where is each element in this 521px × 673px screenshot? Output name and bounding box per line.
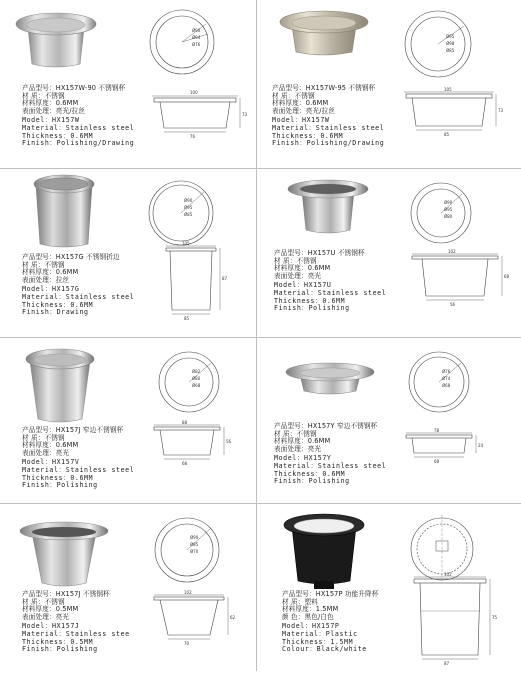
finish-en: Finish：Polishing/Drawing (272, 139, 385, 148)
model-title: 产品型号：HX157W-90 不锈钢杯 (22, 84, 126, 92)
product-panel-hx157j (0, 505, 261, 673)
colour-en: Colour：Black/white (282, 645, 367, 654)
svg-text:Ø68: Ø68 (442, 383, 451, 388)
spec-block (282, 591, 379, 654)
thickness-cn: 材料厚度：0.6MM (272, 99, 329, 108)
side-view-drawing (150, 589, 250, 655)
svg-text:85: 85 (444, 132, 450, 137)
model-en: Model：HX157G (22, 285, 80, 294)
product-panel-hx157v (0, 339, 261, 507)
thickness-en: Thickness：0.6MM (272, 131, 344, 140)
finish-cn: 表面处理：亮光/拉丝 (22, 106, 86, 115)
thickness-cn: 材料厚度：0.6MM (274, 264, 331, 273)
svg-text:24: 24 (478, 443, 484, 448)
finish-cn: 表面处理：亮光 (22, 612, 70, 621)
top-view-drawing (156, 349, 222, 415)
side-view-drawing (150, 88, 250, 140)
finish-en: Finish：Polishing (22, 481, 98, 490)
svg-text:Ø80: Ø80 (192, 376, 201, 381)
thickness-en: Thickness：0.6MM (274, 469, 346, 478)
finish-cn: 表面处理：亮光/拉丝 (272, 106, 336, 115)
thickness-cn: 材料厚度：1.5MM (282, 605, 339, 614)
side-view-drawing (410, 571, 510, 669)
finish-cn: 表面处理：拉丝 (22, 275, 70, 284)
finish-cn: 表面处理：亮光 (274, 271, 322, 280)
material-cn: 材 质：不锈钢 (22, 260, 65, 269)
svg-text:68: 68 (434, 459, 440, 464)
side-view-drawing (402, 86, 506, 140)
product-photo (278, 8, 370, 58)
svg-text:105: 105 (182, 241, 190, 246)
model-title: 产品型号：HX157W-95 不锈钢杯 (272, 84, 376, 92)
finish-en: Finish：Polishing (22, 645, 98, 654)
model-en: Model：HX157Y (274, 454, 332, 463)
material-cn: 材 质：不锈钢 (274, 256, 317, 265)
svg-text:76: 76 (190, 134, 196, 139)
side-view-drawing (150, 419, 250, 469)
thickness-cn: 材料厚度：0.6MM (22, 268, 79, 277)
svg-text:Ø85: Ø85 (190, 542, 199, 547)
material-cn: 材 质：不锈钢 (22, 597, 65, 606)
svg-text:73: 73 (242, 112, 248, 117)
diameter-label: Ø76 (192, 42, 201, 47)
product-photo (282, 359, 378, 399)
spec-block (274, 423, 386, 486)
svg-text:Ø74: Ø74 (442, 376, 451, 381)
svg-text:68: 68 (504, 274, 510, 279)
spec-block (22, 254, 134, 317)
diameter-label: Ø94 (192, 35, 201, 40)
finish-cn: 表面处理：亮光 (274, 444, 322, 453)
row-divider (0, 168, 521, 169)
finish-en: Finish：Polishing (274, 477, 350, 486)
product-panel-hx157u (260, 170, 521, 338)
svg-text:85: 85 (184, 316, 190, 321)
svg-text:62: 62 (230, 615, 236, 620)
product-photo (28, 172, 100, 252)
material-cn: 材 质：不锈钢 (274, 429, 317, 438)
finish-en: Finish：Polishing/Drawing (22, 139, 135, 148)
thickness-en: Thickness：0.6MM (22, 131, 94, 140)
thickness-cn: 材料厚度：0.6MM (22, 99, 79, 108)
model-en: Model：HX157U (274, 281, 332, 290)
svg-text:102: 102 (184, 590, 192, 595)
model-title: 产品型号：HX157Y 窄边不锈钢杯 (274, 422, 378, 430)
svg-text:75: 75 (492, 615, 498, 620)
material-en: Material：Stainless steel (272, 123, 385, 132)
svg-text:Ø85: Ø85 (446, 48, 455, 53)
svg-text:87: 87 (444, 661, 450, 666)
svg-text:Ø95: Ø95 (184, 205, 193, 210)
spec-block (22, 427, 134, 490)
product-panel-hx157p (260, 505, 521, 673)
thickness-en: Thickness：0.6MM (22, 300, 94, 309)
product-photo (16, 345, 104, 425)
material-en: Material：Stainless steel (274, 288, 387, 297)
model-en: Model：HX157P (282, 622, 340, 631)
spec-block (22, 85, 134, 148)
product-panel-hx157g (0, 170, 261, 338)
model-en: Model：HX157J (22, 622, 80, 631)
product-panel-hx157y (260, 339, 521, 507)
material-cn: 材 质：不锈钢 (272, 91, 315, 100)
svg-text:Ø85: Ø85 (184, 212, 193, 217)
spec-block (272, 85, 384, 148)
svg-text:56: 56 (450, 302, 456, 307)
material-en: Material：Stainless stee (22, 629, 130, 638)
model-title: 产品型号：HX157P 功能升降杯 (282, 590, 379, 598)
svg-text:102: 102 (444, 572, 452, 577)
svg-text:102: 102 (448, 249, 456, 254)
svg-text:Ø82: Ø82 (192, 369, 201, 374)
product-panel-hx157w-90 (0, 0, 261, 168)
colour-cn: 颜 色：黑色/白色 (282, 612, 334, 621)
top-view-drawing (152, 515, 222, 585)
product-panel-hx157w-95 (260, 0, 521, 168)
thickness-en: Thickness：0.5MM (22, 637, 94, 646)
product-photo (14, 6, 98, 68)
top-view-drawing (148, 8, 216, 76)
material-en: Material：Plastic (282, 629, 358, 638)
side-view-drawing (408, 248, 512, 310)
svg-text:Ø80: Ø80 (444, 214, 453, 219)
spec-block (274, 250, 386, 313)
material-en: Material：Stainless steel (22, 123, 135, 132)
svg-text:100: 100 (190, 90, 198, 95)
model-title: 产品型号：HX157J 窄边不锈钢杯 (22, 426, 124, 434)
thickness-en: Thickness：0.6MM (22, 473, 94, 482)
svg-text:Ø95: Ø95 (446, 34, 455, 39)
svg-text:Ø70: Ø70 (190, 549, 199, 554)
svg-text:70: 70 (184, 641, 190, 646)
material-en: Material：Stainless steel (22, 465, 135, 474)
finish-cn: 表面处理：亮光 (22, 448, 70, 457)
material-en: Material：Stainless steel (22, 292, 135, 301)
svg-text:105: 105 (444, 87, 452, 92)
product-photo (16, 519, 112, 591)
model-title: 产品型号：HX157U 不锈钢杯 (274, 249, 365, 257)
thickness-cn: 材料厚度：0.5MM (22, 605, 79, 614)
svg-text:78: 78 (434, 428, 440, 433)
thickness-en: Thickness：0.6MM (274, 296, 346, 305)
top-view-drawing (408, 180, 474, 246)
svg-text:Ø76: Ø76 (442, 369, 451, 374)
svg-text:Ø98: Ø98 (446, 41, 455, 46)
product-photo (284, 176, 372, 236)
svg-text:87: 87 (222, 276, 228, 281)
material-cn: 材 质：不锈钢 (22, 433, 65, 442)
svg-text:Ø90: Ø90 (190, 535, 199, 540)
side-view-drawing (402, 427, 502, 475)
model-en: Model：HX157W (272, 116, 330, 125)
top-view-drawing (146, 178, 216, 248)
svg-text:Ø90: Ø90 (184, 198, 193, 203)
model-en: Model：HX157W (22, 116, 80, 125)
model-title: 产品型号：HX157J 不锈钢杯 (22, 590, 110, 598)
model-en: Model：HX157V (22, 458, 80, 467)
material-cn: 材 质：不锈钢 (22, 91, 65, 100)
svg-text:73: 73 (498, 108, 504, 113)
svg-text:Ø95: Ø95 (444, 207, 453, 212)
finish-en: Finish：Drawing (22, 308, 89, 317)
thickness-cn: 材料厚度：0.6MM (274, 437, 331, 446)
thickness-en: Thickness：1.5MM (282, 637, 354, 646)
svg-text:56: 56 (226, 439, 232, 444)
model-title: 产品型号：HX157G 不锈钢折边 (22, 253, 120, 261)
finish-en: Finish：Polishing (274, 304, 350, 313)
thickness-cn: 材料厚度：0.6MM (22, 441, 79, 450)
diameter-label: Ø90 (192, 28, 201, 33)
svg-text:Ø68: Ø68 (192, 383, 201, 388)
svg-text:Ø90: Ø90 (444, 200, 453, 205)
product-photo (280, 511, 368, 593)
svg-text:68: 68 (182, 461, 188, 466)
side-view-drawing (160, 240, 240, 324)
top-view-drawing (402, 8, 474, 80)
spec-block (22, 591, 130, 654)
material-en: Material：Stainless steel (274, 461, 387, 470)
svg-text:88: 88 (182, 420, 188, 425)
top-view-drawing (406, 349, 472, 415)
material-cn: 材 质：塑料 (282, 597, 318, 606)
